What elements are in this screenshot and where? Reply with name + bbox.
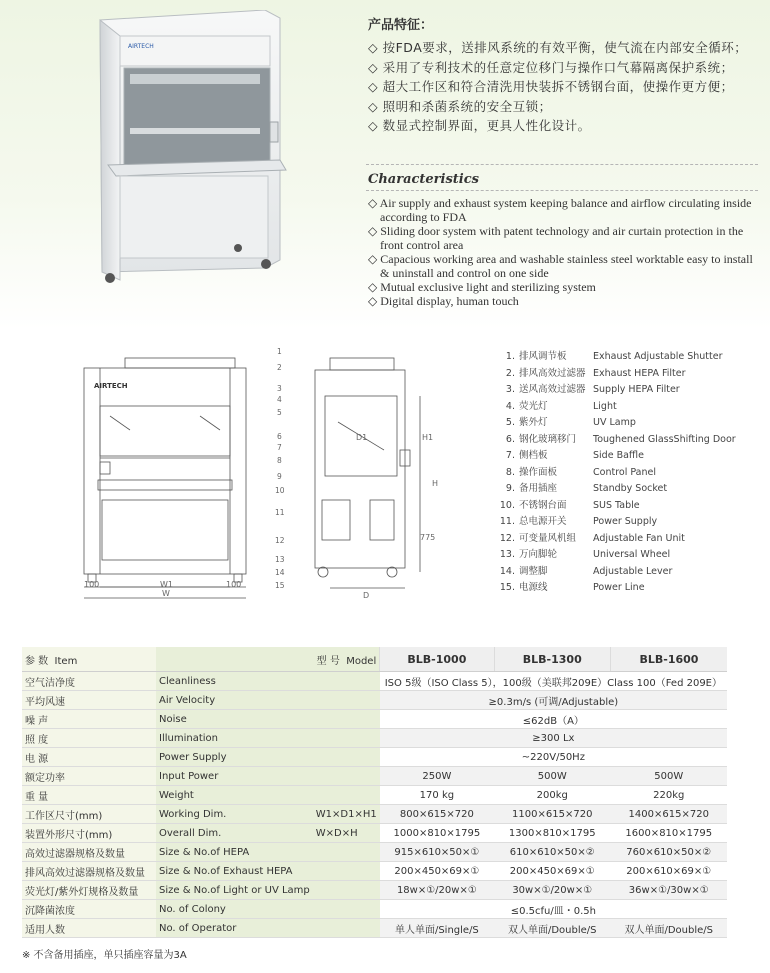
row-value: 610×610×50×② <box>494 843 610 862</box>
row-label-en: Illumination <box>156 729 313 748</box>
callout: 8 <box>277 456 282 465</box>
row-value: 1600×810×1795 <box>610 824 727 843</box>
features-list <box>368 38 763 136</box>
feature-item: ◇ 采用了专利技术的任意定位移门与操作口气幕隔离保护系统； <box>368 59 734 75</box>
row-sub <box>313 862 380 881</box>
cabinet-photo <box>80 10 290 300</box>
param-header: 参 数 Item <box>22 647 156 672</box>
legend-item: 10. 不锈钢台面 SUS Table <box>499 499 640 511</box>
table-row <box>22 729 727 748</box>
legend-item: 5. 紫外灯 UV Lamp <box>505 417 636 428</box>
table-header-row <box>22 647 727 672</box>
dim-left: 100 <box>84 580 100 589</box>
characteristic-item: ◇ Capacious working area and washable stainless steel worktable easy to install & uninstall and control on one side <box>368 252 753 280</box>
row-label-cn: 电 源 <box>22 748 156 767</box>
row-label-en: Input Power <box>156 767 313 786</box>
row-sub <box>313 900 380 919</box>
table-row <box>22 900 727 919</box>
row-value: 36w×①/30w×① <box>610 881 727 900</box>
divider <box>366 164 758 165</box>
row-sub <box>313 919 380 938</box>
characteristic-item: ◇ Sliding door system with patent technology and air curtain protection in the front control area <box>368 224 744 252</box>
row-value: 800×615×720 <box>380 805 494 824</box>
row-label-cn: 噪 声 <box>22 710 156 729</box>
brand-label: AIRTECH <box>128 43 154 50</box>
spec-table <box>22 647 727 938</box>
row-value: 220kg <box>610 786 727 805</box>
row-label-en: Cleanliness <box>156 672 313 691</box>
callout: 10 <box>275 486 285 495</box>
row-sub: W1×D1×H1 <box>313 805 380 824</box>
row-label-en: Size & No.of Light or UV Lamp <box>156 881 313 900</box>
row-label-en: Size & No.of HEPA <box>156 843 313 862</box>
row-label-cn: 高效过滤器规格及数量 <box>22 843 156 862</box>
legend-item: 7. 侧档板 Side Baffle <box>505 450 644 461</box>
table-row <box>22 919 727 938</box>
dim-h1: H1 <box>422 433 434 442</box>
row-sub <box>313 691 380 710</box>
callout: 6 <box>277 432 282 441</box>
row-value: 200×610×69×① <box>610 862 727 881</box>
legend-item: 12. 可变量风机组 Adjustable Fan Unit <box>499 532 685 544</box>
model-header: 型 号 Model <box>156 647 380 672</box>
dim-d: D <box>363 591 370 600</box>
row-label-cn: 空气洁净度 <box>22 672 156 691</box>
row-value: 双人单面/Double/S <box>610 919 727 938</box>
table-row <box>22 824 727 843</box>
model-col: BLB-1600 <box>610 647 727 672</box>
feature-item: ◇ 照明和杀菌系统的安全互锁； <box>368 98 552 114</box>
callout: 4 <box>277 395 282 404</box>
row-value: 单人单面/Single/S <box>380 919 494 938</box>
row-sub <box>313 786 380 805</box>
dim-right: 100 <box>226 580 242 589</box>
feature-item: ◇ 数显式控制界面，更具人性化设计。 <box>368 118 591 133</box>
row-label-en: Noise <box>156 710 313 729</box>
dim-w1: W1 <box>160 580 173 589</box>
legend-item: 6. 钢化玻璃移门 Toughened GlassShifting Door <box>505 433 736 445</box>
row-value: ≥300 Lx <box>380 729 727 748</box>
model-col: BLB-1300 <box>494 647 610 672</box>
row-value: 200×450×69×① <box>494 862 610 881</box>
row-value: 760×610×50×② <box>610 843 727 862</box>
dim-w: W <box>162 589 170 598</box>
row-label-en: No. of Colony <box>156 900 313 919</box>
row-label-cn: 适用人数 <box>22 919 156 938</box>
table-row <box>22 767 727 786</box>
row-label-cn: 工作区尺寸(mm) <box>22 805 156 824</box>
callout-numbers <box>275 347 285 590</box>
row-value: 1400×615×720 <box>610 805 727 824</box>
characteristics-title: Characteristics <box>368 172 479 187</box>
divider <box>366 190 758 191</box>
row-value: 250W <box>380 767 494 786</box>
dim-775: 775 <box>420 533 436 542</box>
row-value: ISO 5级（ISO Class 5），100级（美联邦209E）Class 100（Fed 209E） <box>380 672 727 691</box>
row-value: 1100×615×720 <box>494 805 610 824</box>
row-value: 30w×①/20w×① <box>494 881 610 900</box>
row-value: 双人单面/Double/S <box>494 919 610 938</box>
callout: 11 <box>275 508 285 517</box>
characteristic-item: ◇ Digital display, human touch <box>368 294 519 308</box>
characteristics-list <box>368 196 763 308</box>
row-label-en: Weight <box>156 786 313 805</box>
row-sub <box>313 767 380 786</box>
legend-item: 11. 总电源开关 Power Supply <box>499 516 658 527</box>
row-label-cn: 平均风速 <box>22 691 156 710</box>
row-sub <box>313 748 380 767</box>
legend-item: 15. 电源线 Power Line <box>499 582 645 593</box>
row-value: 915×610×50×① <box>380 843 494 862</box>
callout: 13 <box>275 555 285 564</box>
row-value: 1300×810×1795 <box>494 824 610 843</box>
row-label-cn: 额定功率 <box>22 767 156 786</box>
table-row <box>22 805 727 824</box>
legend-item: 9. 备用插座 Standby Socket <box>505 483 668 494</box>
row-sub: W×D×H <box>313 824 380 843</box>
front-view <box>84 358 246 598</box>
row-value: ≤0.5cfu/皿・0.5h <box>380 900 727 919</box>
table-row <box>22 672 727 691</box>
feature-item: ◇ 超大工作区和符合清洗用快装拆不锈钢台面，使操作更方便； <box>368 79 734 94</box>
parts-legend <box>497 349 736 597</box>
callout: 7 <box>277 443 282 452</box>
row-value: 200kg <box>494 786 610 805</box>
row-label-cn: 排风高效过滤器规格及数量 <box>22 862 156 881</box>
model-col: BLB-1000 <box>380 647 494 672</box>
characteristic-item: ◇ Air supply and exhaust system keeping balance and airflow circulating inside according to FDA <box>368 196 752 224</box>
row-sub <box>313 672 380 691</box>
row-value: 18w×①/20w×① <box>380 881 494 900</box>
characteristic-item: ◇ Mutual exclusive light and sterilizing system <box>368 280 596 294</box>
row-value: ~220V/50Hz <box>380 748 727 767</box>
legend-item: 3. 送风高效过滤器 Supply HEPA Filter <box>505 384 680 395</box>
table-row <box>22 748 727 767</box>
row-label-cn: 重 量 <box>22 786 156 805</box>
table-row <box>22 862 727 881</box>
callout: 3 <box>277 384 282 393</box>
row-label-en: No. of Operator <box>156 919 313 938</box>
table-row <box>22 881 727 900</box>
dim-h: H <box>432 479 439 488</box>
side-view <box>315 358 420 588</box>
row-label-en: Size & No.of Exhaust HEPA <box>156 862 313 881</box>
row-value: 170 kg <box>380 786 494 805</box>
callout: 14 <box>275 568 285 577</box>
legend-item: 1. 排风调节板 Exhaust Adjustable Shutter <box>505 351 723 362</box>
row-label-cn: 荧光灯/紫外灯规格及数量 <box>22 881 156 900</box>
feature-item: ◇ 按FDA要求，送排风系统的有效平衡，使气流在内部安全循环； <box>368 40 748 55</box>
legend-item: 2. 排风高效过滤器 Exhaust HEPA Filter <box>505 367 686 379</box>
row-value: 500W <box>494 767 610 786</box>
callout: 2 <box>277 363 282 372</box>
row-sub <box>313 881 380 900</box>
row-value: ≥0.3m/s (可调/Adjustable) <box>380 691 727 710</box>
row-label-en: Air Velocity <box>156 691 313 710</box>
table-row <box>22 786 727 805</box>
row-label-cn: 装置外形尺寸(mm) <box>22 824 156 843</box>
row-value: 200×450×69×① <box>380 862 494 881</box>
row-sub <box>313 710 380 729</box>
callout: 12 <box>275 536 285 545</box>
table-row <box>22 691 727 710</box>
callout: 15 <box>275 581 285 590</box>
legend-item: 8. 操作面板 Control Panel <box>505 466 656 478</box>
row-sub <box>313 729 380 748</box>
row-value: 500W <box>610 767 727 786</box>
technical-drawing <box>70 340 510 610</box>
footnote: ※ 不含备用插座，单只插座容量为3A <box>22 950 187 961</box>
row-value: 1000×810×1795 <box>380 824 494 843</box>
row-label-cn: 照 度 <box>22 729 156 748</box>
dim-d1: D1 <box>356 433 368 442</box>
brand-label: AIRTECH <box>94 382 128 390</box>
callout: 9 <box>277 472 282 481</box>
table-row <box>22 843 727 862</box>
callout: 5 <box>277 408 282 417</box>
row-label-cn: 沉降菌浓度 <box>22 900 156 919</box>
legend-item: 4. 荧光灯 Light <box>505 400 617 412</box>
table-row <box>22 710 727 729</box>
callout: 1 <box>277 347 282 356</box>
row-label-en: Overall Dim. <box>156 824 313 843</box>
features-title: 产品特征： <box>368 18 434 33</box>
legend-item: 13. 万向脚轮 Universal Wheel <box>499 549 671 560</box>
row-sub <box>313 843 380 862</box>
row-label-en: Power Supply <box>156 748 313 767</box>
legend-item: 14. 调整脚 Adjustable Lever <box>499 565 673 577</box>
row-value: ≤62dB（A） <box>380 710 727 729</box>
row-label-en: Working Dim. <box>156 805 313 824</box>
